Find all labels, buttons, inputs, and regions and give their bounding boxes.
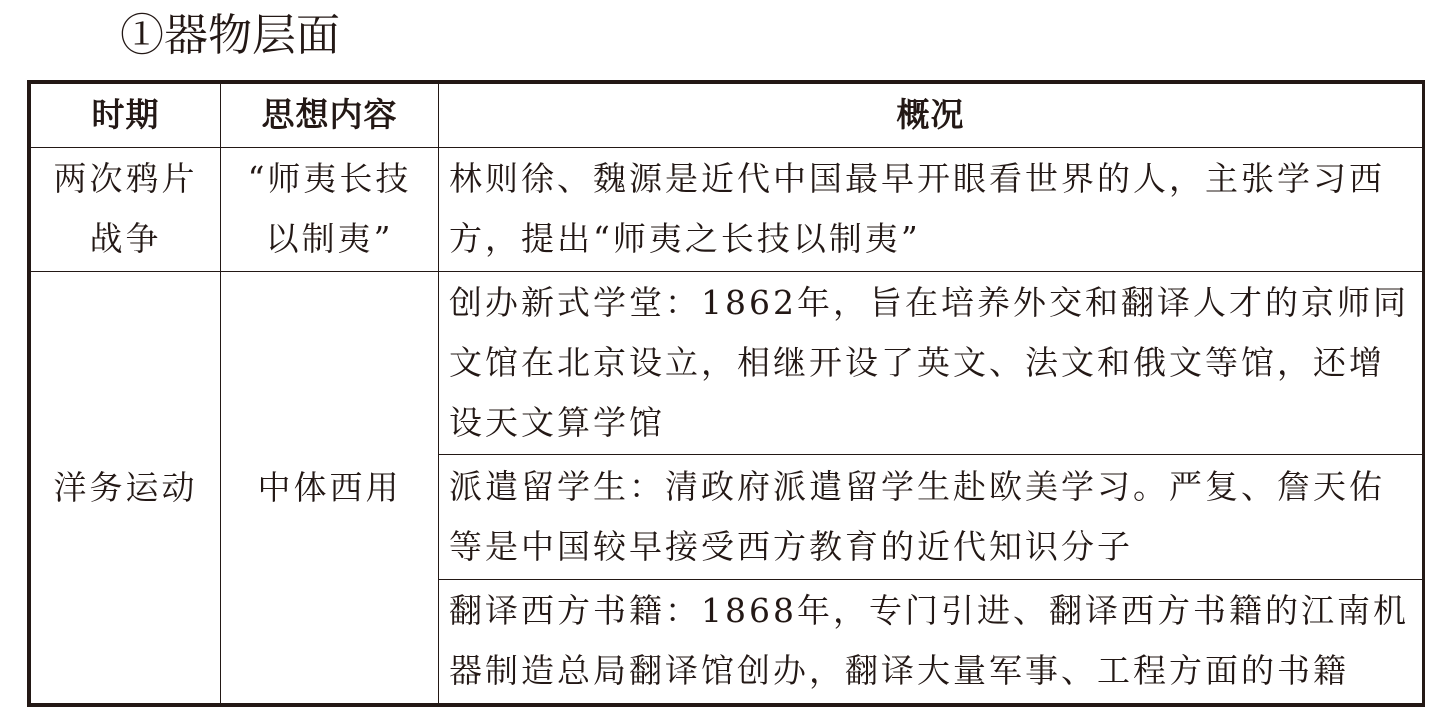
table-row (31, 272, 1423, 455)
period-cell: 洋务运动 (31, 272, 221, 704)
table-row (31, 147, 1423, 271)
summary-cell: 翻译西方书籍：1868年，专门引进、翻译西方书籍的江南机器制造总局翻译馆创办，翻译大量军事、工程方面的书籍 (439, 579, 1423, 703)
summary-cell: 创办新式学堂：1862年，旨在培养外交和翻译人才的京师同文馆在北京设立，相继开设了英文、法文和俄文等馆，还增设天文算学馆 (439, 272, 1423, 455)
table-header-row (31, 84, 1423, 148)
summary-cell: 派遣留学生：清政府派遣留学生赴欧美学习。严复、詹天佑等是中国较早接受西方教育的近代知识分子 (439, 455, 1423, 579)
thought-cell: 中体西用 (221, 272, 439, 704)
header-period: 时期 (31, 84, 221, 148)
header-summary: 概况 (439, 84, 1423, 148)
history-table (27, 80, 1425, 707)
summary-cell: 林则徐、魏源是近代中国最早开眼看世界的人，主张学习西方，提出“师夷之长技以制夷” (439, 147, 1423, 271)
header-thought: 思想内容 (221, 84, 439, 148)
period-cell: 两次鸦片战争 (31, 147, 221, 271)
thought-cell: “师夷长技以制夷” (221, 147, 439, 271)
section-heading: ①器物层面 (120, 10, 340, 61)
